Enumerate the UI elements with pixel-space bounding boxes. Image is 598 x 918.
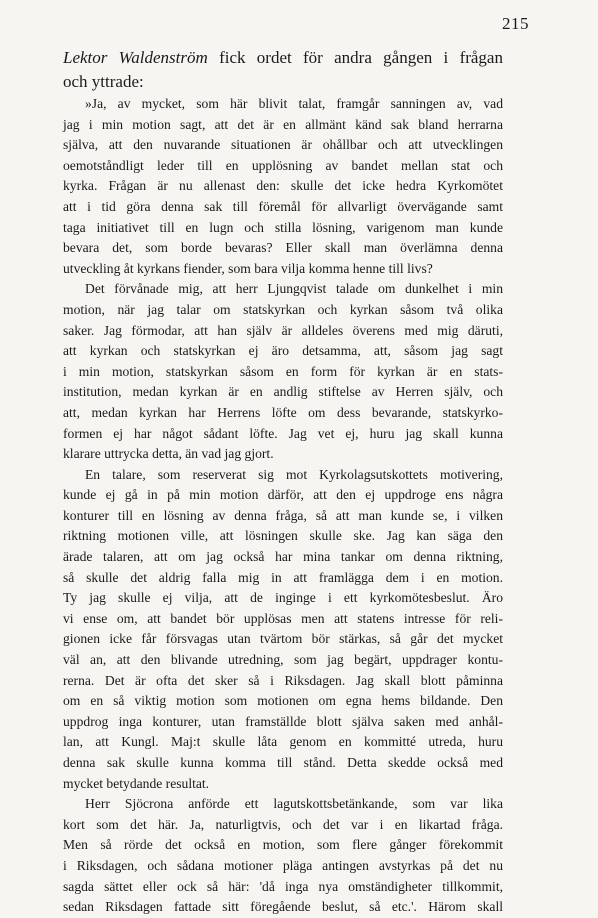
text-line: att kyrkan och statskyrkan ej äro detsamma, att, såsom jag sagt (63, 343, 503, 359)
text-line: oemotståndligt leder till en upplösning av bandet mellan stat och (63, 157, 503, 173)
text-line: »Ja, av mycket, som här blivit talat, framgår sanningen av, vad (85, 96, 503, 111)
heading-line-2: och yttrade: (63, 72, 144, 91)
text-line: i Riksdagen, och sådana motioner pläga antingen avstyrkas på det nu (63, 857, 503, 873)
text-line: kyrka. Frågan är nu allenast den: skulle det icke hedra Kyrkomötet (63, 178, 503, 194)
text-line: ärade talaren, att om jag också har mina tankar om denna riktning, (63, 549, 503, 565)
text-line: bevara det, som borde bevaras? Eller skall man överlämna denna (63, 240, 503, 256)
text-line: jag i min motion sagt, att det är en allmänt känd sak bland herrarna (63, 116, 503, 132)
heading-rest: fick ordet för andra gången i frågan (207, 48, 503, 67)
text-line: lan, att Kungl. Maj:t skulle låta genom en kommitté utreda, huru (63, 734, 503, 750)
text-line: taga initiativet till en lugn och stilla lösning, varigenom man kunde (63, 219, 503, 235)
text-line: rerna. Det är ofta det sker så i Riksdagen. Jag skall blott påminna (63, 672, 503, 688)
page-body (63, 46, 503, 918)
text-line: själva, att den nuvarande situationen är ohållbar och att utvecklingen (63, 137, 503, 153)
text-line: Men så rörde det också en motion, som flere gånger förekommit (63, 837, 503, 853)
text-line: Herr Sjöcrona anförde ett lagutskottsbetänkande, som var lika (85, 796, 503, 812)
text-line: om en så viktig motion som motionen om egna hems bildande. Den (63, 693, 503, 709)
text-line: riktning motionen ville, att lösningen skulle ske. Jag kan säga den (63, 528, 503, 544)
heading-line (63, 46, 503, 70)
speaker-name: Lektor Waldenström (63, 48, 208, 67)
body-lines (63, 94, 503, 918)
text-line: sedan Riksdagen fattade sitt föregående beslut, så etc.'. Härom skall (63, 899, 503, 915)
text-line: i min motion, statskyrkan såsom en form för kyrkan är en stats- (63, 363, 503, 379)
text-line: väl an, att den blivande utredning, som jag begärt, uppdrager kontu- (63, 652, 503, 668)
text-line: saker. Jag förmodar, att han själv är alldeles överens med mig däruti, (63, 322, 503, 338)
text-line: klarare uttrycka detta, än vad jag gjort. (63, 446, 274, 462)
text-line: så skulle det aldrig falla mig in att framlägga dem i en motion. (63, 569, 503, 585)
text-line: formen ej har något sådant löfte. Jag vet ej, huru jag skall kunna (63, 425, 503, 441)
page-number: 215 (502, 14, 529, 33)
text-line: utveckling åt kyrkans fiender, som bara vilja komma henne till livs? (63, 260, 433, 276)
text-line: kort som det här. Ja, naturligtvis, och det var i en likartad fråga. (63, 816, 503, 832)
text-line: uppdrog inga konturer, utan framställde blott själva saken med anhål- (63, 713, 503, 729)
text-line: motion, när jag talar om statskyrkan och kyrkan såsom två olika (63, 301, 503, 317)
text-line: sagda sättet eller ock så här: 'då inga nya omständigheter tillkommit, (63, 878, 503, 894)
text-line: gionen icke får försvagas utan tvärtom bör stärkas, så går det mycket (63, 631, 503, 647)
text-line: mycket betydande resultat. (63, 775, 210, 791)
text-line: En talare, som reserverat sig mot Kyrkolagsutskottets motivering, (85, 466, 503, 482)
text-line: vi ense om, att bandet bör upplösas men att statens intresse för reli- (63, 610, 503, 626)
text-line: Ty jag skulle ej vilja, att de inginge i ett kyrkomötesbeslut. Äro (63, 590, 503, 606)
text-line: Det förvånade mig, att herr Ljungqvist talade om dunkelhet i min (85, 281, 503, 297)
text-line: att i tid göra denna sak till föremål för allvarligt övervägande samt (63, 198, 503, 214)
text-line: konturer till en lösning av denna fråga, så att man kunde se, i vilken (63, 507, 503, 523)
text-line: kunde ej gå in på min motion därför, att den ej uppdroge ens några (63, 487, 503, 503)
text-line: att, medan kyrkan har Herrens löfte om dess bevarande, statskyrko- (63, 404, 503, 420)
text-line: denna sak skulle kunna komma till stånd. Detta skedde också med (63, 755, 503, 770)
text-line: institution, medan kyrkan är en andlig stiftelse av Herren själv, och (63, 384, 503, 400)
